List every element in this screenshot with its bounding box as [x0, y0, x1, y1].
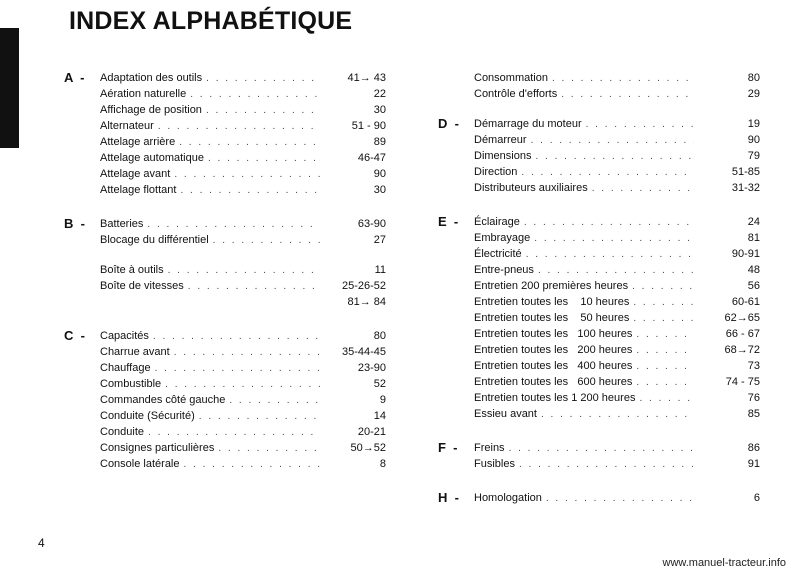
entry-page: 66 - 67 — [725, 328, 760, 340]
index-entry — [474, 86, 760, 102]
index-entry — [474, 310, 760, 326]
index-entry — [100, 392, 386, 408]
index-entry — [474, 230, 760, 246]
index-entry — [100, 86, 386, 102]
index-entry — [100, 134, 386, 150]
dot-leader — [639, 391, 694, 407]
entry-label: Capacités — [100, 330, 149, 342]
entry-label: Embrayage — [474, 232, 531, 244]
index-entry — [474, 326, 760, 342]
dot-leader — [561, 87, 694, 103]
entry-label: Éclairage — [474, 216, 520, 228]
section-letter: A - — [64, 70, 85, 85]
dot-leader — [174, 345, 320, 361]
entry-label: Batteries — [100, 218, 144, 230]
entry-label: Attelage avant — [100, 168, 171, 180]
index-entry — [100, 216, 386, 232]
entry-page: 52 — [373, 378, 386, 390]
entry-page: 27 — [373, 234, 386, 246]
index-section-a — [64, 70, 386, 198]
entry-label: Adaptation des outils — [100, 72, 203, 84]
dot-leader — [168, 263, 320, 279]
index-entry — [100, 102, 386, 118]
dot-leader — [155, 361, 320, 377]
entry-label: Aération naturelle — [100, 88, 187, 100]
index-entry — [474, 490, 760, 506]
index-entry — [474, 246, 760, 262]
dot-leader — [633, 295, 694, 311]
section-letter: C - — [64, 328, 85, 343]
index-entry — [474, 214, 760, 230]
entry-page: 51 - 90 — [351, 120, 386, 132]
entry-label: Attelage automatique — [100, 152, 204, 164]
entry-page: 23-90 — [357, 362, 386, 374]
index-column-right — [438, 70, 760, 506]
footer-url: www.manuel-tracteur.info — [662, 557, 786, 569]
dot-leader — [535, 149, 694, 165]
entry-page: 89 — [373, 136, 386, 148]
entry-label: Démarreur — [474, 134, 527, 146]
index-entry — [474, 278, 760, 294]
entry-label: Démarrage du moteur — [474, 118, 582, 130]
index-entry — [474, 342, 760, 358]
dot-leader — [509, 441, 694, 457]
entry-page: 29 — [747, 88, 760, 100]
entry-label: Dimensions — [474, 150, 532, 162]
entry-page: 80 — [373, 330, 386, 342]
index-entry — [474, 440, 760, 456]
entry-label: Entretien toutes les 200 heures — [474, 344, 633, 356]
index-entry — [474, 180, 760, 196]
dot-leader — [208, 151, 320, 167]
entry-label: Entretien 200 premières heures — [474, 280, 629, 292]
entry-label: Consommation — [474, 72, 548, 84]
entry-page: 80 — [747, 72, 760, 84]
dot-leader — [147, 217, 320, 233]
dot-leader — [524, 215, 694, 231]
entry-label: Homologation — [474, 492, 542, 504]
entry-label: Contrôle d'efforts — [474, 88, 558, 100]
dot-leader — [633, 311, 694, 327]
index-entry — [100, 376, 386, 392]
index-entry — [474, 116, 760, 132]
section-letter: H - — [438, 490, 459, 505]
entry-label: Entre-pneus — [474, 264, 534, 276]
entry-label: Conduite (Sécurité) — [100, 410, 195, 422]
entry-label: Boîte de vitesses — [100, 280, 184, 292]
entry-page: 46-47 — [357, 152, 386, 164]
index-entry — [474, 164, 760, 180]
entry-page: 8 — [379, 458, 386, 470]
section-letter: B - — [64, 216, 85, 231]
index-section-b — [64, 216, 386, 310]
entry-page: 68→72 — [724, 344, 760, 356]
dot-leader — [538, 263, 694, 279]
entry-page: 35-44-45 — [341, 346, 386, 358]
dot-leader — [636, 327, 694, 343]
index-entry — [100, 344, 386, 360]
entry-page: 14 — [373, 410, 386, 422]
entry-page: 25-26-52 — [341, 280, 386, 292]
entry-page: 6 — [753, 492, 760, 504]
dot-leader — [218, 441, 320, 457]
index-entry — [100, 360, 386, 376]
index-entry-continuation — [100, 294, 386, 310]
entry-page: 30 — [373, 104, 386, 116]
entry-page: 9 — [379, 394, 386, 406]
dot-leader — [206, 103, 320, 119]
entry-page: 56 — [747, 280, 760, 292]
index-entry — [474, 358, 760, 374]
entry-label: Entretien toutes les 600 heures — [474, 376, 633, 388]
index-entry — [474, 148, 760, 164]
dot-leader — [546, 491, 694, 507]
index-section-d — [438, 116, 760, 196]
entry-label: Blocage du différentiel — [100, 234, 209, 246]
entry-page: 22 — [373, 88, 386, 100]
index-entry — [100, 232, 386, 248]
entry-page: 81→ 84 — [347, 296, 386, 308]
dot-leader — [636, 359, 694, 375]
entry-label: Consignes particulières — [100, 442, 215, 454]
entry-page: 48 — [747, 264, 760, 276]
dot-leader — [531, 133, 694, 149]
dot-leader — [541, 407, 694, 423]
entry-page: 41→ 43 — [347, 72, 386, 84]
entry-label: Alternateur — [100, 120, 154, 132]
entry-page: 20-21 — [357, 426, 386, 438]
entry-label: Console latérale — [100, 458, 180, 470]
entry-page: 60-61 — [731, 296, 760, 308]
entry-label: Charrue avant — [100, 346, 170, 358]
index-entry — [474, 456, 760, 472]
index-entry — [100, 262, 386, 278]
entry-label: Entretien toutes les 10 heures — [474, 296, 630, 308]
dot-leader — [199, 409, 320, 425]
dot-leader — [521, 165, 694, 181]
dot-leader — [586, 117, 694, 133]
index-entry — [100, 440, 386, 456]
entry-page: 63-90 — [357, 218, 386, 230]
index-entry — [474, 294, 760, 310]
entry-label: Électricité — [474, 248, 522, 260]
entry-page: 31-32 — [731, 182, 760, 194]
index-entry — [100, 278, 386, 294]
dot-leader — [153, 329, 320, 345]
entry-page: 85 — [747, 408, 760, 420]
entry-label: Attelage flottant — [100, 184, 177, 196]
entry-page: 91 — [747, 458, 760, 470]
entry-page: 90 — [747, 134, 760, 146]
index-entry — [100, 70, 386, 86]
entry-page: 50→52 — [350, 442, 386, 454]
index-entry — [100, 150, 386, 166]
entry-page: 79 — [747, 150, 760, 162]
index-entry — [474, 132, 760, 148]
entry-page: 51-85 — [731, 166, 760, 178]
dot-leader — [526, 247, 694, 263]
page-title: INDEX ALPHABÉTIQUE — [69, 7, 353, 35]
entry-label: Conduite — [100, 426, 145, 438]
dot-leader — [206, 71, 320, 87]
index-entry — [100, 424, 386, 440]
dot-leader — [165, 377, 320, 393]
index-section-c — [64, 328, 386, 472]
entry-label: Freins — [474, 442, 505, 454]
dot-leader — [213, 233, 320, 249]
entry-page: 81 — [747, 232, 760, 244]
entry-page: 11 — [374, 264, 386, 276]
dot-leader — [534, 231, 694, 247]
entry-page: 19 — [747, 118, 760, 130]
section-letter: E - — [438, 214, 459, 229]
entry-label: Fusibles — [474, 458, 515, 470]
index-section-c-continued — [438, 70, 760, 102]
entry-page: 74 - 75 — [725, 376, 760, 388]
index-entry — [474, 406, 760, 422]
entry-page: 73 — [747, 360, 760, 372]
entry-label: Entretien toutes les 50 heures — [474, 312, 630, 324]
entry-page: 86 — [747, 442, 760, 454]
entry-label: Boîte à outils — [100, 264, 164, 276]
entry-label: Entretien toutes les 400 heures — [474, 360, 633, 372]
entry-label: Chauffage — [100, 362, 151, 374]
dot-leader — [632, 279, 694, 295]
entry-page: 62→65 — [724, 312, 760, 324]
side-tab-marker — [0, 28, 19, 148]
dot-leader — [184, 457, 321, 473]
entry-page: 24 — [747, 216, 760, 228]
dot-leader — [229, 393, 320, 409]
entry-page: 30 — [373, 184, 386, 196]
dot-leader — [158, 119, 320, 135]
index-entry — [474, 262, 760, 278]
entry-label: Direction — [474, 166, 518, 178]
index-section-f — [438, 440, 760, 472]
index-column-left — [64, 70, 386, 472]
dot-leader — [180, 183, 320, 199]
entry-page: 90 — [373, 168, 386, 180]
index-entry — [474, 70, 760, 86]
index-entry — [100, 166, 386, 182]
entry-label: Combustible — [100, 378, 162, 390]
dot-leader — [190, 87, 320, 103]
index-section-e — [438, 214, 760, 422]
dot-leader — [552, 71, 694, 87]
index-entry — [474, 374, 760, 390]
section-letter: D - — [438, 116, 459, 131]
index-entry — [100, 328, 386, 344]
dot-leader — [636, 375, 694, 391]
dot-leader — [592, 181, 694, 197]
index-entry — [100, 456, 386, 472]
index-entry — [474, 390, 760, 406]
index-entry — [100, 118, 386, 134]
entry-label: Attelage arrière — [100, 136, 176, 148]
index-entry — [100, 408, 386, 424]
entry-label: Entretien toutes les 100 heures — [474, 328, 633, 340]
page-number: 4 — [38, 536, 45, 550]
entry-label: Affichage de position — [100, 104, 202, 116]
dot-leader — [148, 425, 320, 441]
entry-label: Commandes côté gauche — [100, 394, 226, 406]
dot-leader — [174, 167, 320, 183]
index-section-h — [438, 490, 760, 506]
entry-label: Distributeurs auxiliaires — [474, 182, 588, 194]
dot-leader — [519, 457, 694, 473]
entry-label: Entretien toutes les 1 200 heures — [474, 392, 636, 404]
index-entry — [100, 182, 386, 198]
entry-page: 90-91 — [731, 248, 760, 260]
section-letter: F - — [438, 440, 458, 455]
dot-leader — [188, 279, 320, 295]
entry-page: 76 — [747, 392, 760, 404]
entry-label: Essieu avant — [474, 408, 537, 420]
dot-leader — [636, 343, 694, 359]
dot-leader — [179, 135, 320, 151]
